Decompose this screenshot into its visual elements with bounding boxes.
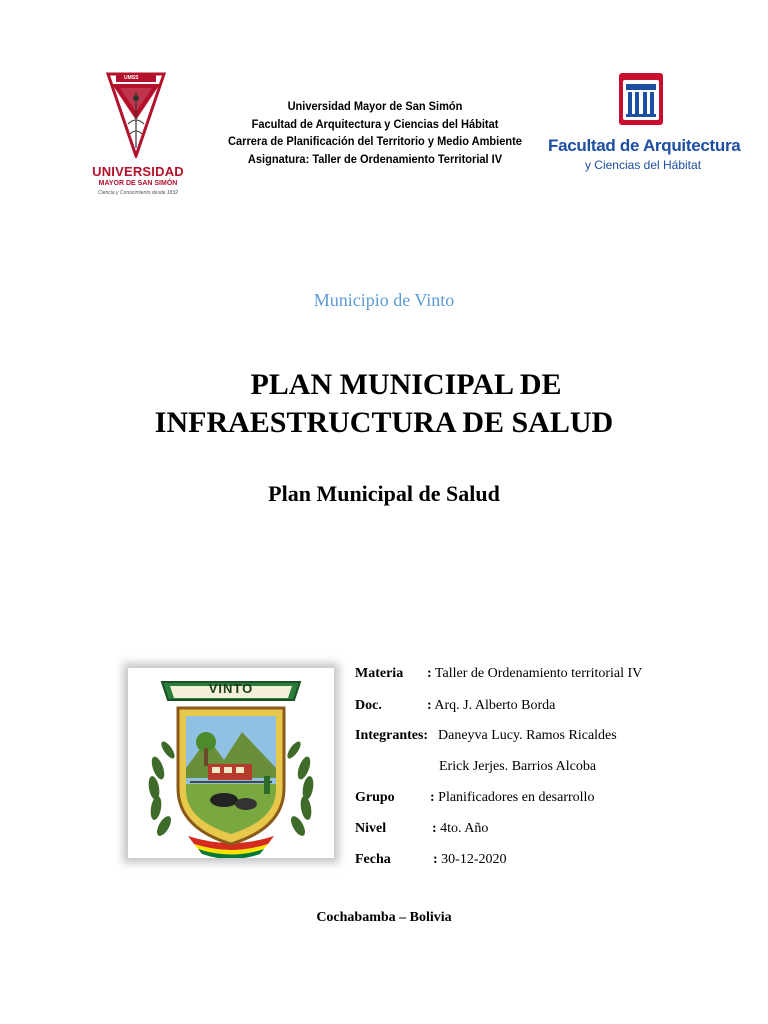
laurel-right-icon (285, 740, 315, 839)
umss-subname: MAYOR DE SAN SIMÓN (98, 180, 178, 187)
faculty-logo-subname: y Ciencias del Hábitat (584, 158, 702, 172)
fecha-value: : 30-12-2020 (433, 852, 507, 867)
info-row-materia (355, 666, 643, 682)
document-title (0, 366, 768, 442)
info-row-integrantes (355, 728, 617, 744)
footer-location: Cochabamba – Bolivia (316, 910, 452, 925)
umss-logo (86, 72, 190, 200)
grupo-label: Grupo (355, 790, 395, 805)
integrantes-member-2: Erick Jerjes. Barrios Alcoba (439, 759, 597, 774)
doc-label: Doc. (355, 698, 382, 713)
info-row-fecha (355, 852, 507, 868)
header-line-subject: Asignatura: Taller de Ordenamiento Territorial IV (247, 151, 503, 166)
laurel-left-icon (147, 740, 177, 839)
nivel-label: Nivel (355, 821, 387, 836)
grupo-value: : Planificadores en desarrollo (430, 790, 595, 805)
materia-value: : Taller de Ordenamiento territorial IV (427, 666, 643, 681)
faculty-logo (548, 72, 741, 182)
umss-badge-text: UMSS (124, 75, 139, 81)
nivel-value: : 4to. Año (432, 821, 489, 836)
fecha-label: Fecha (355, 852, 391, 867)
integrantes-member-1: Daneyva Lucy. Ramos Ricaldes (438, 728, 617, 743)
municipality-heading: Municipio de Vinto (313, 290, 455, 310)
info-row-doc (355, 698, 556, 714)
integrantes-label: Integrantes: (355, 728, 429, 743)
info-row-nivel (355, 821, 489, 837)
document-title-line1: PLAN MUNICIPAL DE (250, 368, 562, 401)
vinto-emblem (128, 668, 334, 858)
doc-value: : Arq. J. Alberto Borda (427, 698, 556, 713)
materia-label: Materia (355, 666, 404, 681)
header-line-university: Universidad Mayor de San Simón (287, 99, 463, 113)
header-institution-text (214, 98, 536, 168)
faculty-logo-name: Facultad de Arquitectura (548, 136, 741, 155)
column-icon (618, 72, 664, 126)
document-subtitle: Plan Municipal de Salud (268, 481, 500, 506)
info-row-grupo (355, 790, 595, 806)
umss-shield-icon (106, 72, 166, 158)
umss-name: UNIVERSIDAD (92, 164, 184, 179)
vinto-banner-text: VINTO (208, 681, 254, 696)
umss-tagline: Ciencia y Conocimiento desde 1832 (97, 190, 179, 196)
header-line-career: Carrera de Planificación del Territorio y Medio Ambiente (228, 134, 522, 148)
header-line-faculty: Facultad de Arquitectura y Ciencias del Hábitat (251, 116, 499, 131)
document-title-line2: INFRAESTRUCTURA DE SALUD (154, 406, 614, 439)
